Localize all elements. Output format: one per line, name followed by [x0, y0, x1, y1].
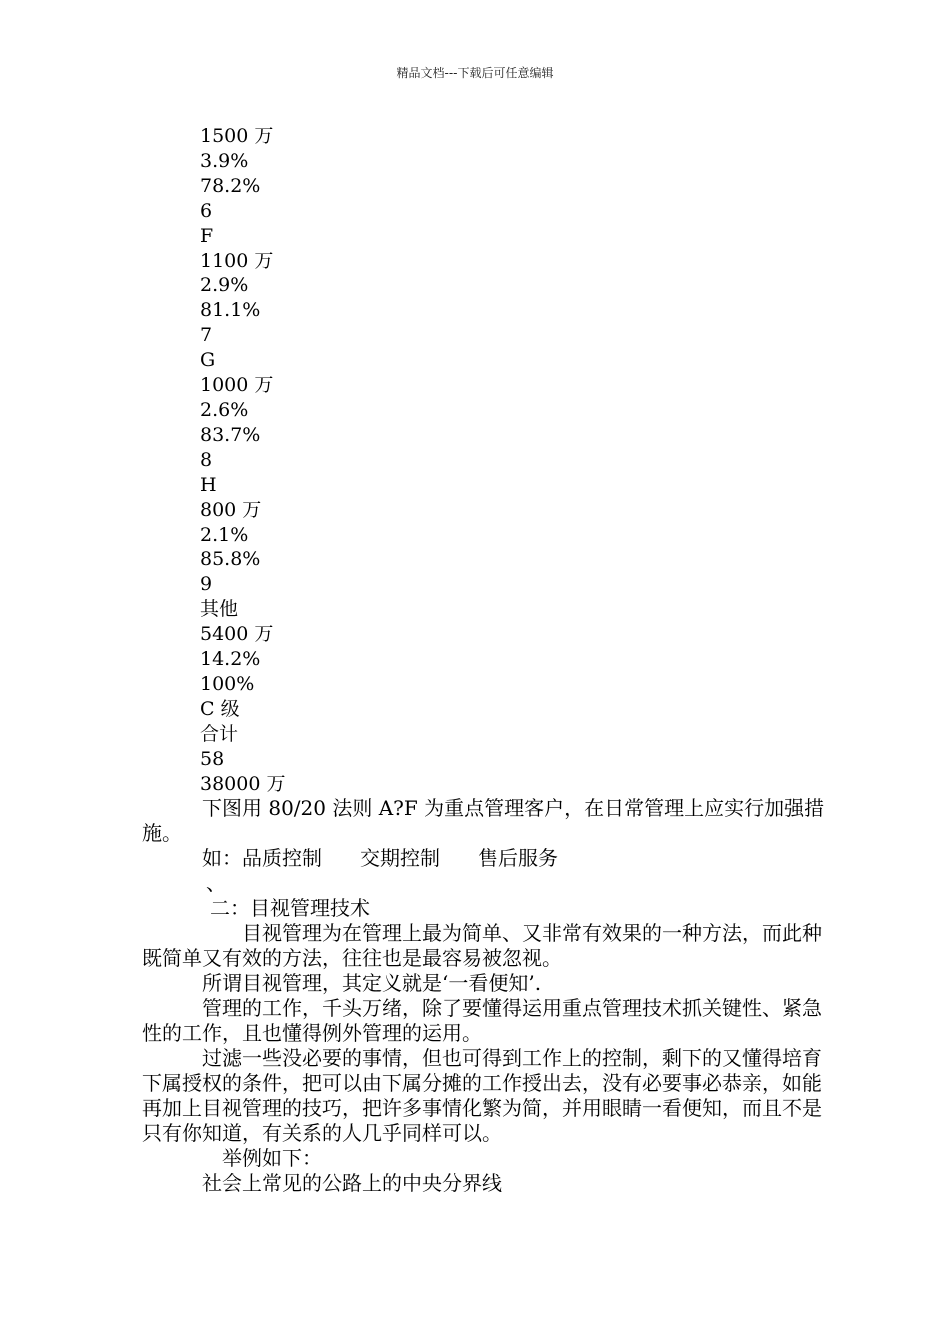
table-cell: 1100 万 [200, 249, 274, 272]
table-cell: 5400 万 [200, 623, 274, 646]
paragraph: 下图用 80/20 法则 A?F 为重点管理客户，在日常管理上应实行加强措施。 [142, 796, 825, 845]
paragraph: 目视管理为在管理上最为简单、又非常有效果的一种方法，而此种既简单又有效的方法，往往也是最容易被忽视。 [142, 921, 822, 970]
page-header: 精品文档---下载后可任意编辑 [396, 66, 554, 80]
table-cell: 合计 [200, 722, 239, 745]
table-cell: 38000 万 [200, 772, 286, 795]
enum-mark: 、 [206, 871, 226, 895]
control-item: 交期控制 [360, 846, 440, 870]
table-cell: 2.1% [200, 523, 249, 546]
table-cell: 2.6% [200, 398, 249, 421]
table-cell: H [200, 473, 217, 496]
table-cell: 800 万 [200, 498, 262, 521]
table-cell: 85.8% [200, 548, 261, 571]
section-heading: 二：目视管理技术 [210, 896, 370, 920]
table-cell: C 级 [200, 697, 240, 720]
table-cell: F [200, 224, 214, 247]
table-cell: 其他 [200, 598, 239, 621]
enum-mark-row [142, 871, 832, 896]
table-cell: 3.9% [200, 149, 249, 172]
table-cell: 1500 万 [200, 125, 274, 147]
paragraph: 所谓目视管理，其定义就是‘一看便知’. [202, 971, 542, 995]
paragraph: 举例如下： [222, 1146, 322, 1170]
table-cell: 100% [200, 672, 255, 695]
table-cell: 58 [200, 747, 225, 770]
table-cell: 8 [200, 448, 213, 471]
paragraph: 社会上常见的公路上的中央分界线 [202, 1171, 502, 1195]
paragraph: 过滤一些没必要的事情，但也可得到工作上的控制，剩下的又懂得培育下属授权的条件，把可以由下属分摊的工作授出去，没有必要事必恭亲，如能再加上目视管理的技巧，把许多事情化繁为简，并用眼睛一看便知，而且不是只有你知道，有关系的人几乎同样可以。 [142, 1046, 822, 1145]
table-cell: G [200, 349, 216, 372]
table-cell: 14.2% [200, 648, 261, 671]
table-cell-list [200, 124, 285, 796]
table-cell: 2.9% [200, 274, 249, 297]
control-list [142, 846, 832, 871]
table-cell: 83.7% [200, 423, 261, 446]
table-cell: 9 [200, 573, 213, 596]
table-cell: 6 [200, 199, 213, 222]
table-cell: 7 [200, 324, 213, 347]
paragraph: 管理的工作，千头万绪，除了要懂得运用重点管理技术抓关键性、紧急性的工作，且也懂得例外管理的运用。 [142, 996, 822, 1045]
control-prefix: 如： [202, 846, 242, 870]
table-cell: 81.1% [200, 299, 261, 322]
control-item: 售后服务 [478, 846, 558, 870]
body-text [142, 796, 832, 1196]
table-cell: 78.2% [200, 174, 261, 197]
control-item: 品质控制 [242, 846, 322, 870]
table-cell: 1000 万 [200, 374, 274, 397]
